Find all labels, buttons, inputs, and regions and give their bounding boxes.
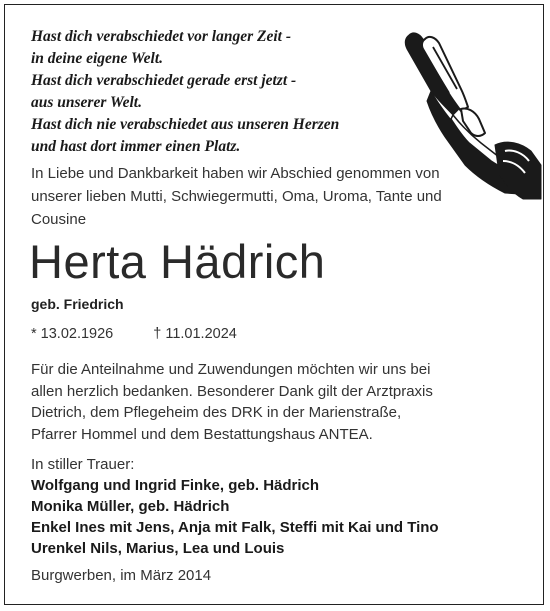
mourning-label: In stiller Trauer: [31, 456, 135, 473]
poem-line: aus unserer Welt. [31, 94, 142, 111]
place-date: Burgwerben, im März 2014 [31, 567, 212, 584]
mourner-line: Urenkel Nils, Marius, Lea und Louis [31, 540, 285, 557]
life-dates [31, 326, 237, 342]
thanks-line: Für die Anteilnahme und Zuwendungen möchten wir uns bei [31, 361, 431, 378]
thanks-line: allen herzlich bedanken. Besonderer Dank gilt der Arztpraxis [31, 382, 433, 400]
poem-line: und hast dort immer einen Platz. [31, 138, 241, 155]
mourner-line: Monika Müller, geb. Hädrich [31, 498, 230, 515]
death-date: † 11.01.2024 [153, 326, 237, 342]
intro-text: In Liebe und Dankbarkeit haben wir Abschied genommen von unserer lieben Mutti, Schwiegermutti, Oma, Uroma, Tante und Cousine [31, 165, 442, 228]
mourners-list [31, 475, 541, 559]
deceased-name: Herta Hädrich [29, 235, 326, 288]
mourner-line: Enkel Ines mit Jens, Anja mit Falk, Steffi mit Kai und Tino [31, 519, 439, 536]
poem [31, 26, 421, 158]
mourner-line: Wolfgang und Ingrid Finke, geb. Hädrich [31, 477, 320, 494]
birth-date: * 13.02.1926 [31, 326, 114, 342]
thanks-line: Pfarrer Hommel und dem Bestattungshaus ANTEA. [31, 425, 373, 443]
poem-line: Hast dich nie verabschiedet aus unseren Herzen [31, 116, 340, 133]
thanks-line: Dietrich, dem Pflegeheim des DRK in der Marienstraße, [31, 404, 402, 421]
poem-line: Hast dich verabschiedet gerade erst jetzt - [31, 72, 297, 89]
thanks-text [31, 359, 541, 445]
maiden-name: geb. Friedrich [31, 296, 124, 312]
poem-line: Hast dich verabschiedet vor langer Zeit - [31, 28, 292, 45]
poem-line: in deine eigene Welt. [31, 50, 164, 67]
